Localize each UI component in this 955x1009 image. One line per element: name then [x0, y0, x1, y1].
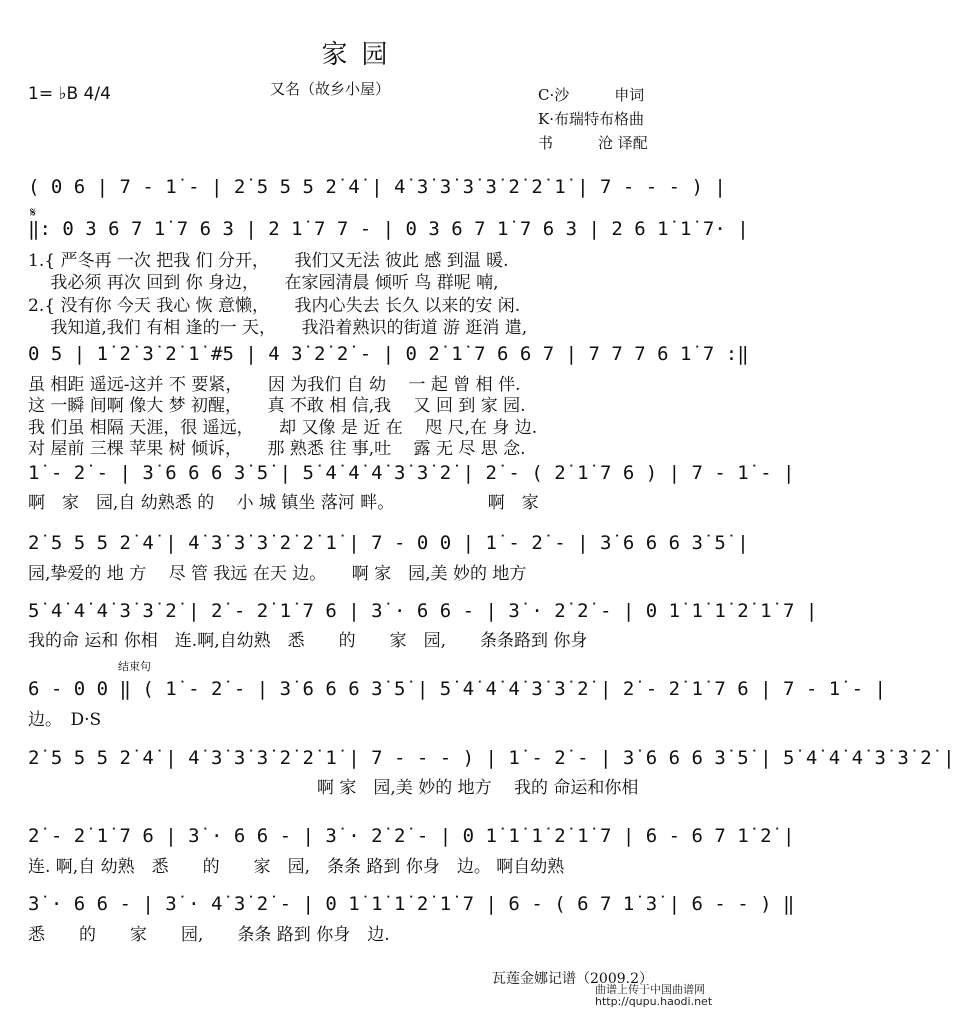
- notation-line-4: 1̇ - 2̇ - | 3̇ 6 6 6 3̇ 5̇ | 5̇ 4̇ 4̇ 4̇ 3̇ 3̇ 2̇ | 2̇ - ( 2̇ 1̇ 7 6 ) | 7 - 1̇ - |: [28, 462, 795, 484]
- lyric-line: 1.{ 严冬再 一次 把我 们 分开， 我们又无法 彼此 感 到温 暖.: [28, 251, 509, 271]
- notation-line-7: 6 - 0 0 ‖ ( 1̇ - 2̇ - | 3̇ 6 6 6 3̇ 5̇ | 5̇ 4̇ 4̇ 4̇ 3̇ 3̇ 2̇ | 2̇ - 2̇ 1̇ 7 6 | 7 - 1̇ - |: [28, 678, 886, 700]
- song-subtitle: 又名（故乡小屋）: [270, 80, 391, 98]
- lyric-line: 园,挚爱的 地 方 尽 管 我远 在天 边。 啊 家 园,美 妙的 地方: [28, 564, 527, 584]
- watermark: [595, 984, 712, 1008]
- notation-line-1: ( 0 6 | 7 - 1̇ - | 2̇ 5 5 5 2̇ 4̇ | 4̇ 3̇ 3̇ 3̇ 3̇ 2̇ 2̇ 1̇ | 7 - - - ) |: [28, 176, 726, 198]
- lyric-line: 悉 的 家 园, 条条 路到 你身 边.: [28, 925, 390, 945]
- lyric-line: 连. 啊,自 幼熟 悉 的 家 园, 条条 路到 你身 边。 啊自幼熟: [28, 857, 565, 877]
- notation-line-2: ‖: 0 3 6 7 1̇ 7 6 3 | 2 1̇ 7 7 - | 0 3 6 7 1̇ 7 6 3 | 2 6 1̇ 1̇ 7· |: [28, 218, 749, 240]
- lyric-line: 对 屋前 三棵 苹果 树 倾诉， 那 熟悉 往 事,吐 露 无 尽 思 念.: [28, 439, 526, 459]
- watermark-line-1: 曲谱上传于中国曲谱网: [595, 983, 705, 996]
- arranger-credit: 书 沧 译配: [538, 134, 648, 152]
- transcriber-credit: 瓦莲金娜记谱（2009.2）: [492, 971, 653, 987]
- song-title: 家园: [321, 40, 402, 70]
- notation-line-5: 2̇ 5 5 5 2̇ 4̇ | 4̇ 3̇ 3̇ 3̇ 2̇ 2̇ 1̇ | 7 - 0 0 | 1̇ - 2̇ - | 3̇ 6 6 6 3̇ 5̇ |: [28, 532, 749, 554]
- notation-line-6: 5̇ 4̇ 4̇ 4̇ 3̇ 3̇ 2̇ | 2̇ - 2̇ 1̇ 7 6 | 3̇ · 6 6 - | 3̇ · 2̇ 2̇ - | 0 1̇ 1̇ 1̇ 2̇ 1̇ 7 |: [28, 600, 818, 622]
- watermark-line-2: http://qupu.haodi.net: [595, 995, 713, 1008]
- notation-line-3: 0 5 | 1̇ 2̇ 3̇ 2̇ 1̇ #5 | 4 3̇ 2̇ 2̇ - | 0 2̇ 1̇ 7 6 6 7 | 7 7 7 6 1̇ 7 :‖: [28, 343, 749, 365]
- lyric-line: 啊 家 园,自 幼熟悉 的 小 城 镇坐 落河 畔。 啊 家: [28, 493, 539, 513]
- ending-note: 结束句: [118, 660, 151, 673]
- key-signature: 1= ♭B 4/4: [28, 84, 111, 104]
- lyric-line: 我知道,我们 有相 逢的一 天， 我沿着熟识的街道 游 逛消 遣,: [28, 318, 528, 338]
- lyric-line: 我的命 运和 你相 连.啊,自幼熟 悉 的 家 园, 条条路到 你身: [28, 631, 588, 651]
- notation-line-10: 3̇ · 6 6 - | 3̇ · 4̇ 3̇ 2̇ - | 0 1̇ 1̇ 1̇ 2̇ 1̇ 7 | 6 - ( 6 7 1̇ 3̇ | 6 - - ) ‖: [28, 893, 795, 915]
- lyric-line: 边。 D·S: [28, 710, 102, 730]
- segno-mark: 𝄋: [30, 205, 37, 221]
- lyric-line: 2.{ 没有你 今天 我心 恢 意懒， 我内心失去 长久 以来的安 闲.: [28, 296, 521, 316]
- lyric-line: 我必须 再次 回到 你 身边， 在家园清晨 倾听 鸟 群呢 喃,: [28, 273, 499, 293]
- lyric-line: 虽 相距 遥远-这并 不 要紧， 因 为我们 自 幼 一 起 曾 相 伴.: [28, 375, 521, 395]
- notation-line-9: 2̇ - 2̇ 1̇ 7 6 | 3̇ · 6 6 - | 3̇ · 2̇ 2̇ - | 0 1̇ 1̇ 1̇ 2̇ 1̇ 7 | 6 - 6 7 1̇ 2̇ |: [28, 825, 795, 847]
- composer-credit: K·布瑞特布格曲: [538, 110, 644, 128]
- lyric-line: 这 一瞬 间啊 像大 梦 初醒， 真 不敢 相 信,我 又 回 到 家 园.: [28, 396, 526, 416]
- lyric-line: 我 们虽 相隔 天涯，很 遥远， 却 又像 是 近 在 咫 尺,在 身 边.: [28, 418, 538, 438]
- lyricist-credit: C·沙 申词: [538, 86, 645, 104]
- notation-line-8: 2̇ 5 5 5 2̇ 4̇ | 4̇ 3̇ 3̇ 3̇ 2̇ 2̇ 1̇ | 7 - - - ) | 1̇ - 2̇ - | 3̇ 6 6 6 3̇ 5̇ | 5̇ 4̇ 4̇ 4̇ 3̇ 3̇ 2̇ |: [28, 747, 955, 769]
- lyric-line: 啊 家 园,美 妙的 地方 我的 命运和你相: [28, 778, 639, 798]
